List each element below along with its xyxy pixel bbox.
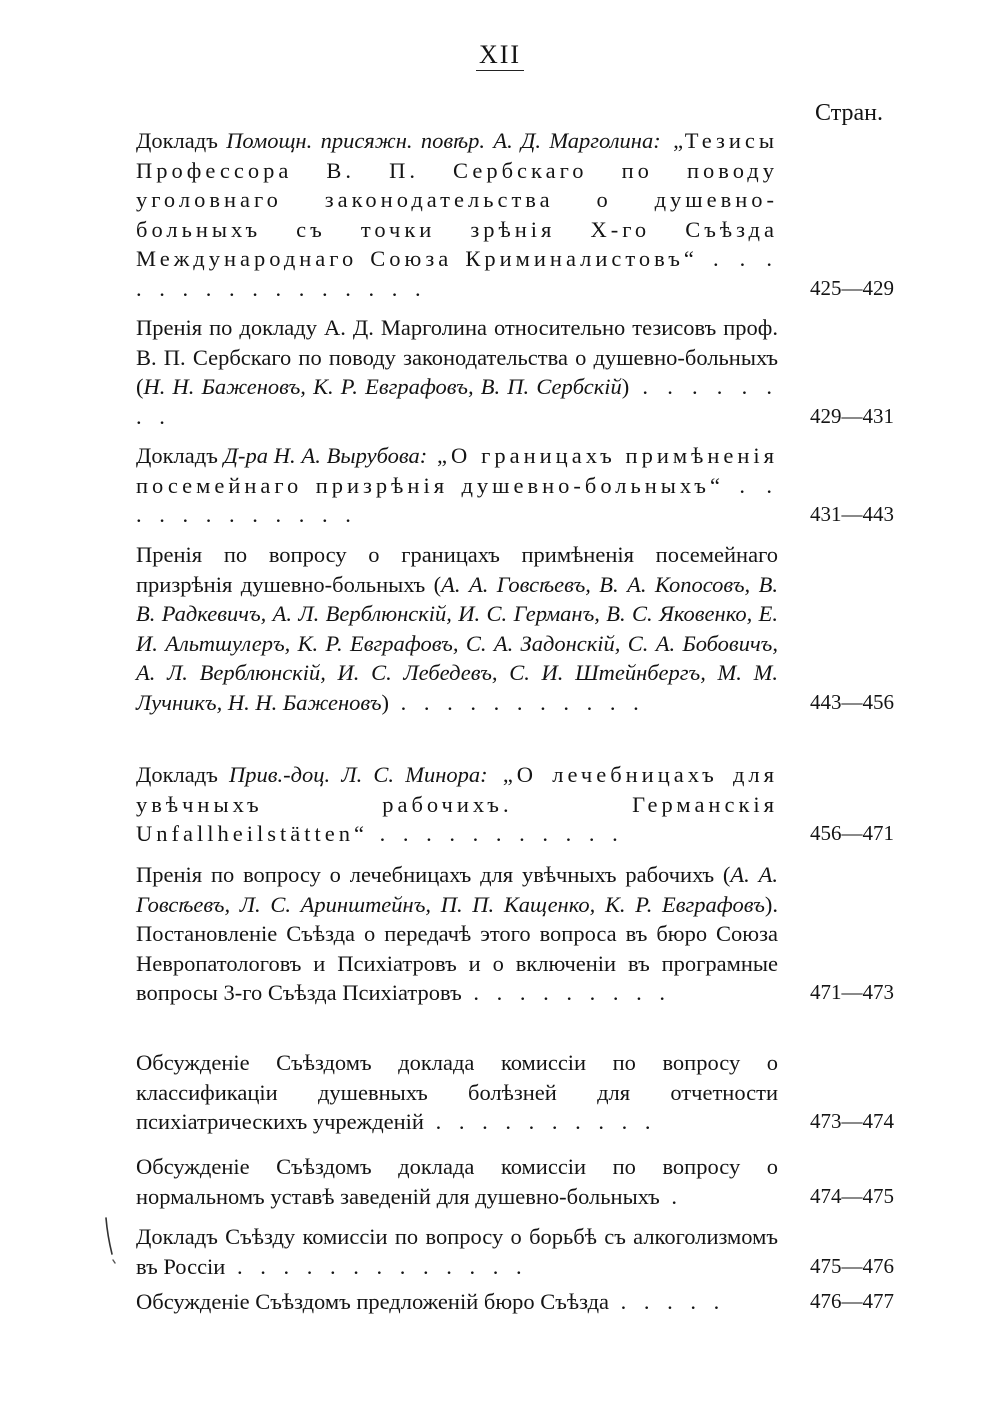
toc-entry — [136, 1152, 894, 1211]
toc-entry — [136, 1222, 894, 1281]
toc-entry-pages: 474—475 — [810, 1183, 894, 1208]
toc-entry-pages: 471—473 — [810, 980, 894, 1004]
toc-entry-pages: 443—456 — [810, 689, 894, 714]
toc-entry-text: Пренія по вопросу о лечебницахъ для увѣчныхъ рабочихъ (А. А. Говсѣевъ, Л. С. Аринштейнъ, П. П. Кащенко, К. Р. Евграфовъ). Постановленіе Съѣзда о передачѣ этого вопроса въ бюро Союза Невропатологовъ и Психіатровъ и о включеніи въ програмные вопросы 3-го Съѣзда Психіатровъ . . . . . . . . . — [136, 862, 778, 1005]
toc-entry-pages: 431—443 — [810, 502, 894, 526]
toc-entry-text: Докладъ Помощн. присяжн. повѣр. А. Д. Марголина: „Тезисы Профессора В. П. Сербскаго по поводу уголовнаго законодательства о душевно-больныхъ съ точки зрѣнія X-го Съѣзда Международнаго Союза Криминалистовъ“ . . . . . . . . . . . . . . . . — [136, 128, 778, 301]
toc-entry-text: Докладъ Съѣзду комиссіи по вопросу о борьбѣ съ алкоголизмомъ въ Россіи . . . . . . . . . . . . . — [136, 1224, 778, 1279]
toc-entry-pages: 429—431 — [810, 403, 894, 428]
toc-entry-text: Докладъ Прив.-доц. Л. С. Минора: „О лечебницахъ для увѣчныхъ рабочихъ. Германскія Unfallheilstätten“ . . . . . . . . . . . — [136, 762, 778, 846]
toc-entry-text: Обсужденіе Съѣздомъ предложеній бюро Съѣзда . . . . . — [136, 1289, 726, 1314]
toc-entry-pages: 425—429 — [810, 275, 894, 300]
toc-entry-pages: 476—477 — [810, 1289, 894, 1313]
toc-entry-pages: 475—476 — [810, 1253, 894, 1278]
toc-entry-text: Докладъ Д-ра Н. А. Вырубова: „О границахъ примѣненія посемейнаго призрѣнія душевно-больныхъ“ . . . . . . . . . . . . — [136, 443, 778, 527]
margin-pencil-mark — [100, 1216, 124, 1272]
toc-entry-text: Обсужденіе Съѣздомъ доклада комиссіи по вопросу о нормальномъ уставѣ заведеній для душевно-больныхъ . — [136, 1154, 778, 1209]
toc-entry — [136, 1048, 894, 1137]
toc-entry-pages: 473—474 — [810, 1109, 894, 1133]
toc-entry-pages: 456—471 — [810, 821, 894, 845]
toc-entry — [136, 441, 894, 530]
toc-entry-text: Пренія по вопросу о границахъ примѣненія посемейнаго призрѣнія душевно-больныхъ (А. А. Говсѣевъ, В. А. Копосовъ, В. В. Радкевичъ, А. Л. Верблюнскій, И. С. Германъ, В. С. Яковенко, Е. И. Альтшулеръ, К. Р. Евграфовъ, С. А. Задонскій, С. А. Бобовичъ, А. Л. Верблюнскій, И. С. Лебедевъ, С. И. Штейнбергъ, М. М. Лучникъ, Н. Н. Баженовъ) . . . . . . . . . . . — [136, 542, 778, 715]
toc-entry — [136, 313, 894, 431]
toc-entry — [136, 760, 894, 849]
pages-column-label: Стран. — [815, 100, 883, 126]
toc-entry-text: Пренія по докладу А. Д. Марголина относительно тезисовъ проф. В. П. Сербскаго по поводу законодательства о душевно-больныхъ (Н. Н. Баженовъ, К. Р. Евграфовъ, В. П. Сербскій) . . . . . . . . — [136, 315, 778, 429]
toc-entry — [136, 1287, 894, 1317]
toc-entry — [136, 540, 894, 717]
toc-entry-text: Обсужденіе Съѣздомъ доклада комиссіи по вопросу о классификаціи душевныхъ болѣзней для отчетности психіатрическихъ учрежденій . . . . . . . . . . — [136, 1050, 778, 1134]
toc-entry — [136, 126, 894, 303]
toc-entry — [136, 860, 894, 1008]
page-number: XII — [0, 40, 1000, 70]
